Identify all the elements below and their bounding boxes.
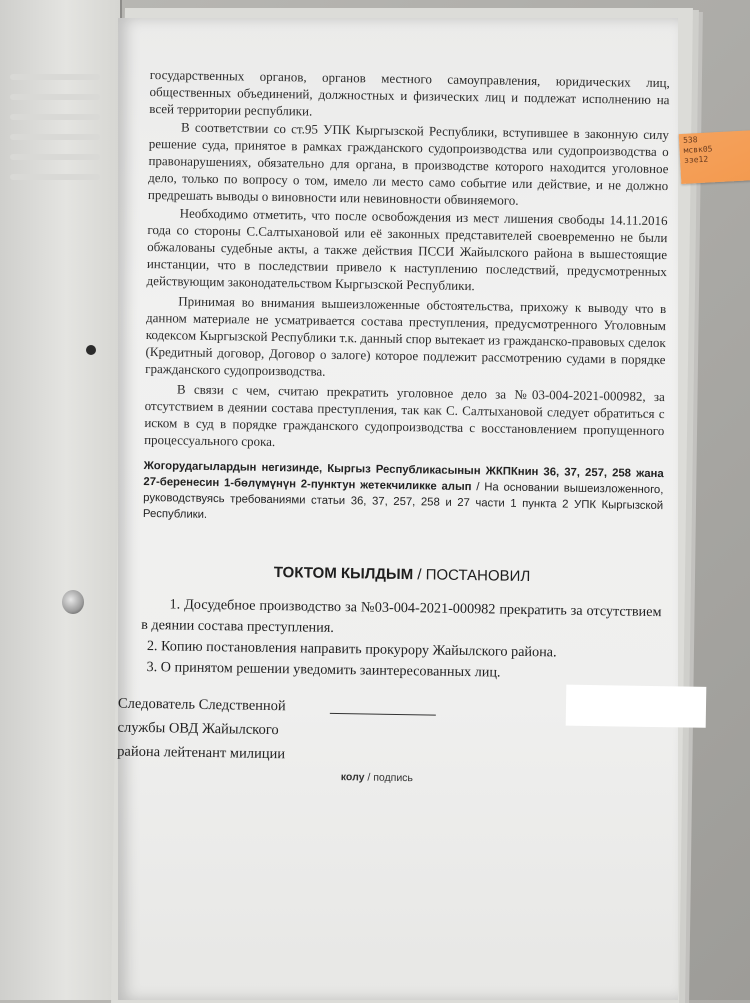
resolution-item: 2. Копию постановления направить прокурору Жайылского района. <box>146 637 557 661</box>
sticky-note <box>679 130 750 184</box>
signature-line <box>330 713 436 716</box>
caption-separator: / <box>364 771 374 784</box>
title-separator: / <box>413 566 426 584</box>
sticky-note-line: мсвк05 <box>683 144 713 155</box>
paragraph: Принимая во внимания вышеизложенные обстоятельства, прихожу к выводу что в данном материале не усматривается состава преступления, предусмотренного Уголовным кодексом Кыргызской Республики т.к. данный спор вытекает из гражданско-правовых сделок (Кредитный договор, Договор о залоге) которое подлежит рассмотрению судами в порядке гражданского судопроизводства. <box>145 293 667 380</box>
legal-basis-separator: / <box>471 481 485 494</box>
underlying-page-text <box>10 60 100 194</box>
legal-basis-kyrgyz: Жогорудагылардын негизинде, Кыргыз Республикасынын ЖКПКнин 36, 37, 257, 258 жана 27-беренесин 1-бөлүмүнүн 2-пунктун жетекчиликке алып <box>143 460 664 494</box>
underlying-page <box>0 0 122 1000</box>
caption-russian: подпись <box>373 771 414 784</box>
paragraph: В связи с чем, считаю прекратить уголовное дело за №03-004-2021-000982, за отсутствием в деянии состава преступления, так как С. Салтыхановой следует обратиться с иском в суд в порядке гражданского судопроизводства с восстановлением пропущенного процессуального срока. <box>144 381 665 450</box>
sticky-note-line: ззе12 <box>683 154 709 165</box>
signature-block <box>117 692 660 810</box>
document-body <box>117 66 670 810</box>
binder-ring-icon <box>62 590 84 614</box>
title-kyrgyz: ТОКТОМ КЫЛДЫМ <box>273 564 414 584</box>
investigator-title-line: района лейтенант милиции <box>117 743 286 762</box>
paragraph: государственных органов, органов местного самоуправления, юридических лиц, общественных объединений, должностных и физических лиц и подлежат исполнению на всей территории республики. <box>149 66 670 119</box>
resolution-item: 3. О принятом решении уведомить заинтересованных лиц. <box>146 658 501 681</box>
investigator-title <box>117 691 328 766</box>
binder-hole-icon <box>86 345 96 355</box>
title-russian: ПОСТАНОВИЛ <box>425 566 531 586</box>
resolution-list <box>140 594 661 686</box>
redaction-box <box>566 684 707 727</box>
signature-caption <box>341 769 413 787</box>
investigator-title-line: службы ОВД Жайылского <box>117 719 279 738</box>
resolution-item: 1. Досудебное производство за №03-004-2021-000982 прекратить за отсутствием в деянии состава преступления. <box>141 596 662 636</box>
investigator-title-line: Следователь Следственной <box>117 695 286 714</box>
paragraph: В соответствии со ст.95 УПК Кыргызской Республики, вступившее в законную силу решение суда, принятое в рамках гражданского судопроизводства или судопроизводства о правонарушениях, обязательно для органа, в производстве которого находится уголовное дело, только по вопросу о том, имело ли место само событие или действие, и не должно предрешать выводы о виновности или невиновности обвиняемого. <box>147 119 670 209</box>
caption-kyrgyz: колу <box>340 770 365 784</box>
legal-basis-russian: На основании вышеизложенного, руководствуясь требованиями статьи 36, 37, 257, 258 и 27 части 1 пункта 2 УПК Кыргызской Республики. <box>142 481 664 522</box>
paragraph: Необходимо отметить, что после освобождения из мест лишения свободы 14.11.2016 года со стороны С.Салтыхановой или её законных представителей своевременно не были обжалованы судебные акты, а также действия ПССИ Жайылского района в вышестоящие инстанции, что в последствии привело к наступлению последствий, предусмотренных действующим законодательством Кыргызской Республики. <box>146 205 668 294</box>
sticky-note-line: 538 <box>682 135 698 145</box>
legal-basis <box>143 458 664 530</box>
resolution-title <box>142 562 662 587</box>
